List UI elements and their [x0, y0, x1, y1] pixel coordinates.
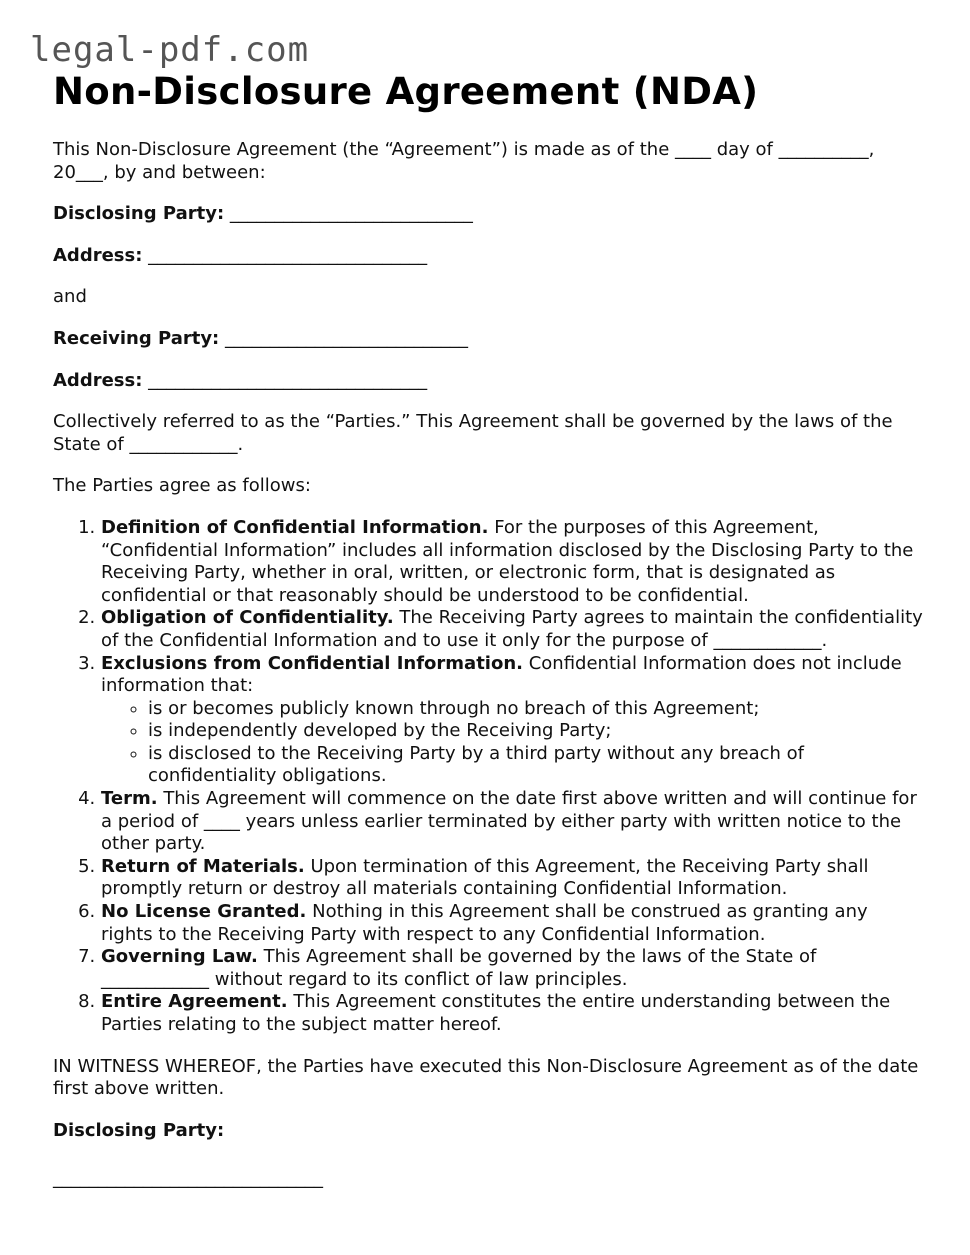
signature-label-text: Disclosing Party: — [53, 1119, 225, 1141]
receiving-address-label: Address: — [53, 369, 143, 391]
clauses-list — [53, 517, 923, 1037]
clause-item — [101, 991, 923, 1036]
clause-text: Nothing in this Agreement shall be construed as granting any rights to the Receiving Party with respect to any Confidential Information. — [101, 901, 868, 945]
clause-text: This Agreement shall be governed by the laws of the State of ____________ without regard to its conflict of law principles. — [101, 946, 817, 990]
exclusions-sublist — [101, 698, 923, 788]
clause-title: Return of Materials. — [101, 855, 305, 877]
clause-text: For the purposes of this Agreement, “Confidential Information” includes all information disclosed by the Disclosing Party to the Receiving Party, whether in oral, written, or electronic form, that is designated as confidential or that reasonably should be understood to be confidential. — [101, 516, 914, 606]
exclusion-item: ◦ is independently developed by the Receiving Party; — [148, 720, 923, 743]
clause-text: This Agreement constitutes the entire understanding between the Parties relating to the subject matter hereof. — [101, 991, 891, 1035]
clause-text: Upon termination of this Agreement, the Receiving Party shall promptly return or destroy all materials containing Confidential Information. — [101, 855, 869, 900]
clause-item — [101, 856, 923, 901]
receiving-party-blank: ___________________________ — [225, 327, 468, 349]
exclusion-item: ◦ is disclosed to the Receiving Party by a third party without any breach of confidentiality obligations. — [148, 743, 923, 788]
clause-title: Obligation of Confidentiality. — [101, 607, 394, 629]
clause-text: Confidential Information does not include information that: — [101, 652, 902, 697]
exclusion-item: ◦ is or becomes publicly known through no breach of this Agreement; — [148, 698, 923, 721]
witness-paragraph: IN WITNESS WHEREOF, the Parties have executed this Non-Disclosure Agreement as of the date first above written. — [53, 1055, 919, 1100]
clause-title: Exclusions from Confidential Information. — [101, 652, 523, 674]
disclosing-address-field — [53, 245, 923, 268]
disclosing-party-blank: ___________________________ — [229, 203, 473, 225]
clause-text: The Receiving Party agrees to maintain the confidentiality of the Confidential Information and to use it only for the purpose of ____________. — [101, 607, 923, 651]
clause-item — [101, 901, 923, 946]
clause-text: This Agreement will commence on the date first above written and will continue for a period of ____ years unless earlier terminated by either party with written notice to the other party. — [101, 788, 917, 855]
clause-item — [101, 517, 923, 607]
receiving-address-field — [53, 370, 923, 393]
clause-item — [101, 607, 923, 652]
signature-label — [53, 1120, 923, 1143]
disclosing-address-blank: _______________________________ — [148, 244, 428, 266]
clause-item — [101, 653, 923, 789]
disclosing-party-field — [53, 203, 923, 226]
agree-paragraph: The Parties agree as follows: — [53, 475, 311, 497]
collectively-paragraph: Collectively referred to as the “Parties.” This Agreement shall be governed by the laws of the State of ____________. — [53, 411, 893, 455]
clause-title: Governing Law. — [101, 946, 258, 968]
document-page — [53, 68, 923, 1191]
watermark: legal-pdf.com — [30, 30, 310, 70]
clause-title: Entire Agreement. — [101, 991, 288, 1013]
clause-title: Definition of Confidential Information. — [101, 516, 489, 538]
signature-line: ______________________________ — [53, 1168, 323, 1190]
clause-title: No License Granted. — [101, 901, 307, 923]
clause-item — [101, 788, 923, 856]
receiving-party-field — [53, 328, 923, 351]
receiving-address-blank: _______________________________ — [148, 369, 428, 391]
receiving-party-label: Receiving Party: — [53, 327, 220, 349]
and-text: and — [53, 286, 87, 308]
disclosing-party-label: Disclosing Party: — [53, 203, 225, 225]
intro-paragraph: This Non-Disclosure Agreement (the “Agreement”) is made as of the ____ day of __________, 20___, by and between: — [53, 139, 875, 183]
disclosing-address-label: Address: — [53, 244, 143, 266]
clause-title: Term. — [101, 788, 158, 810]
document-title: Non-Disclosure Agreement (NDA) — [53, 70, 759, 113]
clause-item — [101, 946, 923, 991]
